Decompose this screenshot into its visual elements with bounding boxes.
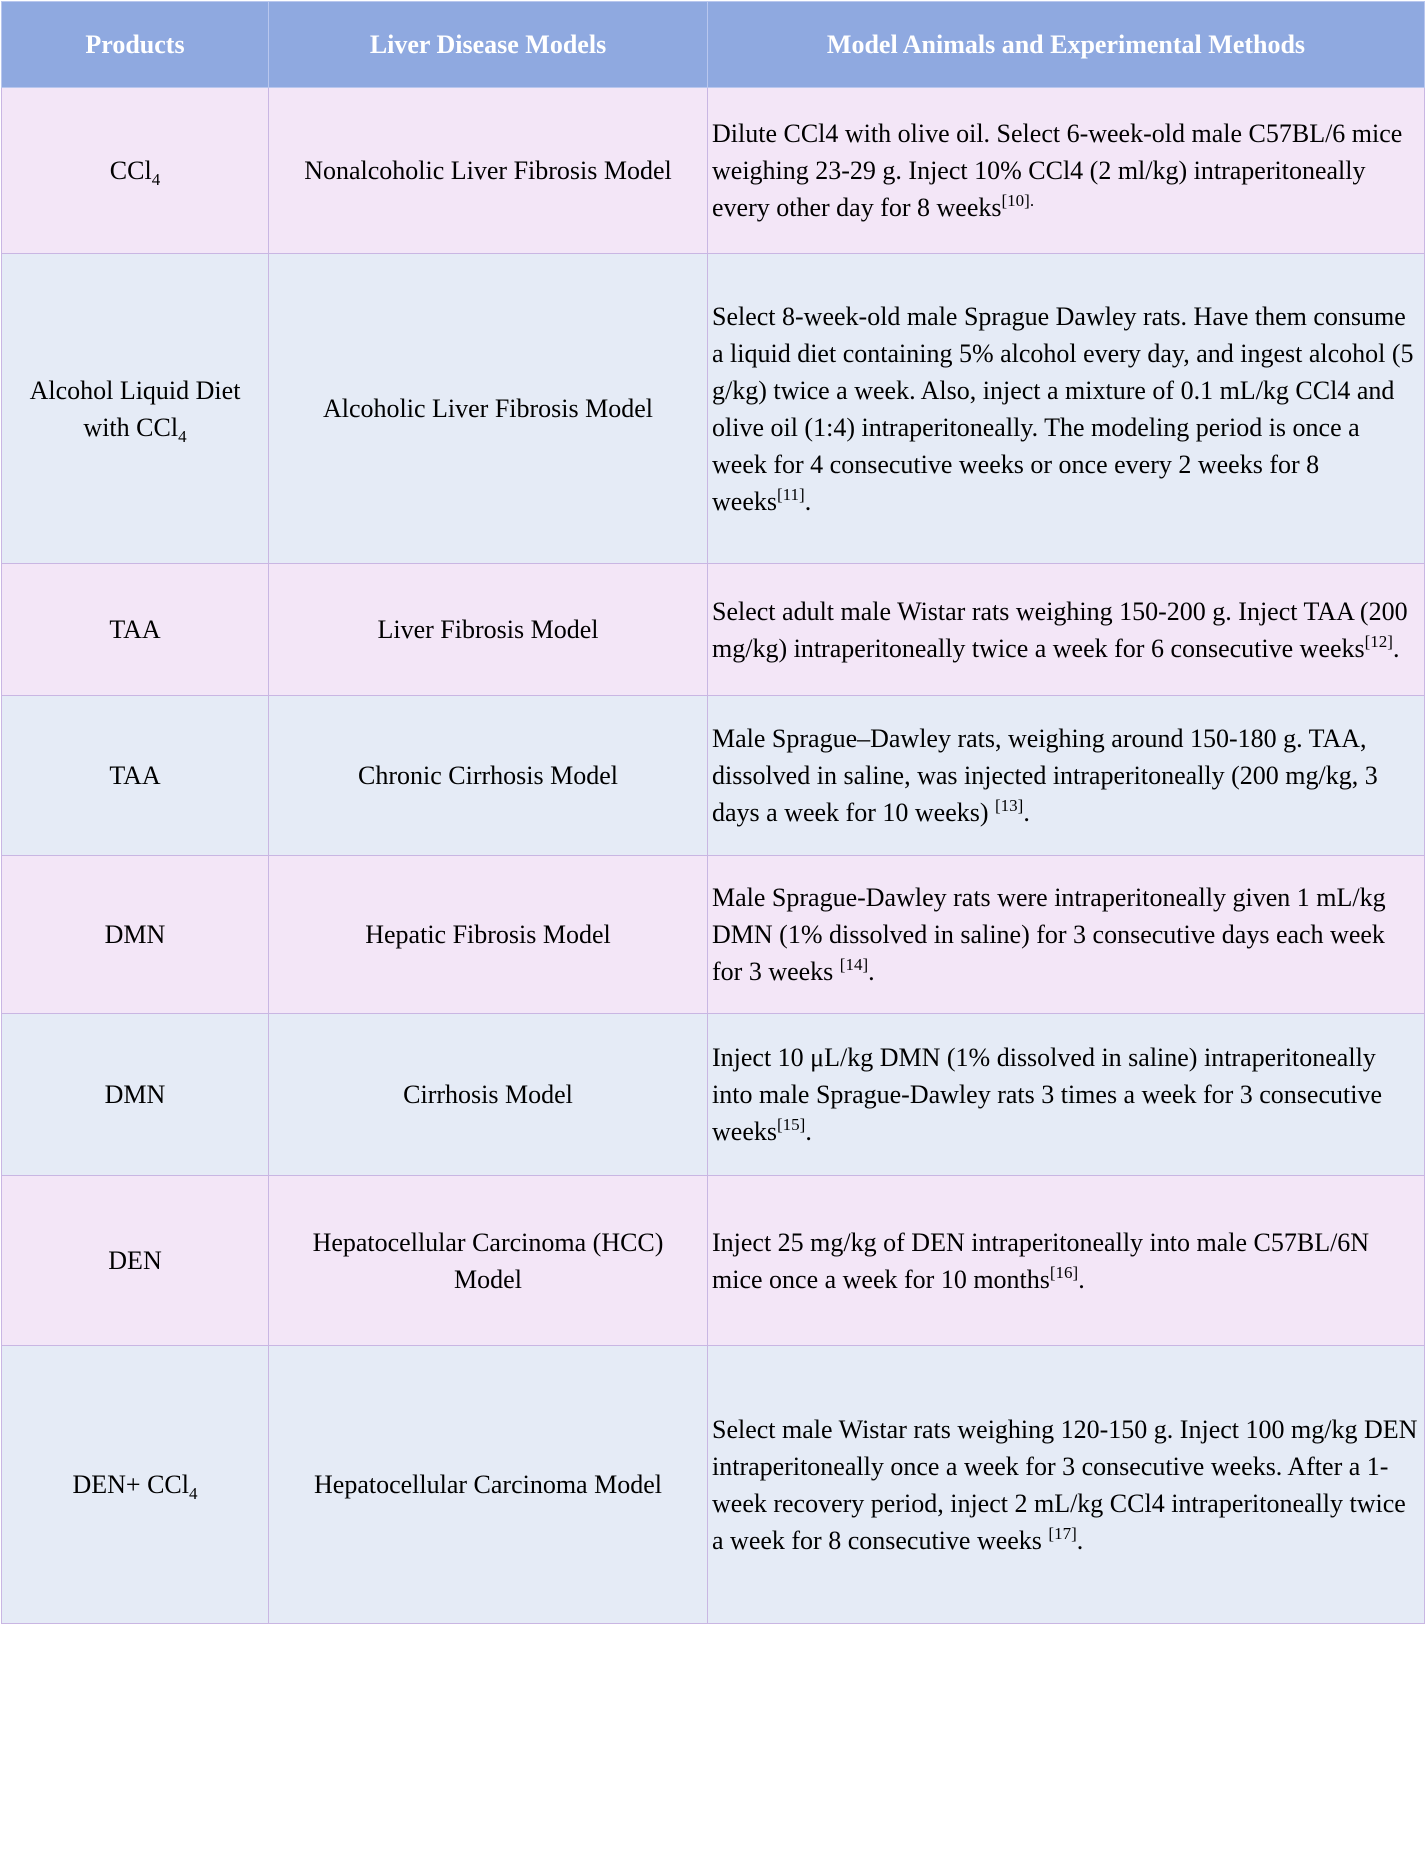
header-liver-disease-models: Liver Disease Models [269,2,708,88]
method-cell: Inject 10 μL/kg DMN (1% dissolved in saline) intraperitoneally into male Sprague-Dawley rats 3 times a week for 3 consecutive weeks[15]. [708,1014,1425,1176]
table-row [2,1346,1425,1624]
liver-models-table [1,1,1425,1624]
header-methods: Model Animals and Experimental Methods [708,2,1425,88]
model-cell: Liver Fibrosis Model [269,564,708,696]
model-cell: Hepatic Fibrosis Model [269,856,708,1014]
citation-ref: [14] [839,955,869,974]
method-cell: Select 8-week-old male Sprague Dawley rats. Have them consume a liquid diet containing 5% alcohol every day, and ingest alcohol (5 g/kg) twice a week. Also, inject a mixture of 0.1 mL/kg CCl4 and olive oil (1:4) intraperitoneally. The modeling period is once a week for 4 consecutive weeks or once every 2 weeks for 8 weeks[11]. [708,254,1425,564]
product-cell: TAA [2,696,269,856]
citation-ref: [11] [776,484,805,504]
citation-ref: [12] [1364,631,1393,651]
product-cell: TAA [2,564,269,696]
method-cell: Inject 25 mg/kg of DEN intraperitoneally into male C57BL/6N mice once a week for 10 months[16]. [708,1176,1425,1346]
header-products: Products [2,2,269,88]
citation-ref: [17] [1048,1523,1077,1543]
table-row [2,1176,1425,1346]
table-row [2,254,1425,564]
method-cell: Male Sprague-Dawley rats were intraperitoneally given 1 mL/kg DMN (1% dissolved in saline) for 3 consecutive days each week for 3 weeks [14]. [708,856,1425,1014]
table-row [2,88,1425,254]
method-cell: Select adult male Wistar rats weighing 150-200 g. Inject TAA (200 mg/kg) intraperitoneally twice a week for 6 consecutive weeks[12]. [708,564,1425,696]
method-cell: Select male Wistar rats weighing 120-150 g. Inject 100 mg/kg DEN intraperitoneally once a week for 3 consecutive weeks. After a 1-week recovery period, inject 2 mL/kg CCl4 intraperitoneally twice a week for 8 consecutive weeks [17]. [708,1346,1425,1624]
product-cell: DMN [2,1014,269,1176]
table-row [2,696,1425,856]
model-cell: Nonalcoholic Liver Fibrosis Model [269,88,708,254]
header-row [2,2,1425,88]
method-cell: Dilute CCl4 with olive oil. Select 6-week-old male C57BL/6 mice weighing 23-29 g. Inject 10% CCl4 (2 ml/kg) intraperitoneally every other day for 8 weeks$^{[10].}$ [708,88,1425,254]
model-cell: Hepatocellular Carcinoma (HCC) Model [269,1176,708,1346]
citation-ref: [10]. [1001,191,1035,210]
citation-ref: [16] [1049,1262,1079,1282]
product-cell: DMN [2,856,269,1014]
citation-ref: [13] [995,796,1024,815]
table-row [2,1014,1425,1176]
model-cell: Cirrhosis Model [269,1014,708,1176]
model-cell: Alcoholic Liver Fibrosis Model [269,254,708,564]
product-cell: DEN+ CCl$_4$ [2,1346,269,1624]
table-row [2,564,1425,696]
model-cell: Hepatocellular Carcinoma Model [269,1346,708,1624]
product-cell: CCl$_4$ [2,88,269,254]
table-row [2,856,1425,1014]
model-cell: Chronic Cirrhosis Model [269,696,708,856]
product-cell: Alcohol Liquid Diet with CCl$_4$ [2,254,269,564]
citation-ref: [15] [776,1115,806,1134]
product-cell: DEN [2,1176,269,1346]
method-cell: Male Sprague–Dawley rats, weighing around 150-180 g. TAA, dissolved in saline, was injected intraperitoneally (200 mg/kg, 3 days a week for 10 weeks) [13]. [708,696,1425,856]
